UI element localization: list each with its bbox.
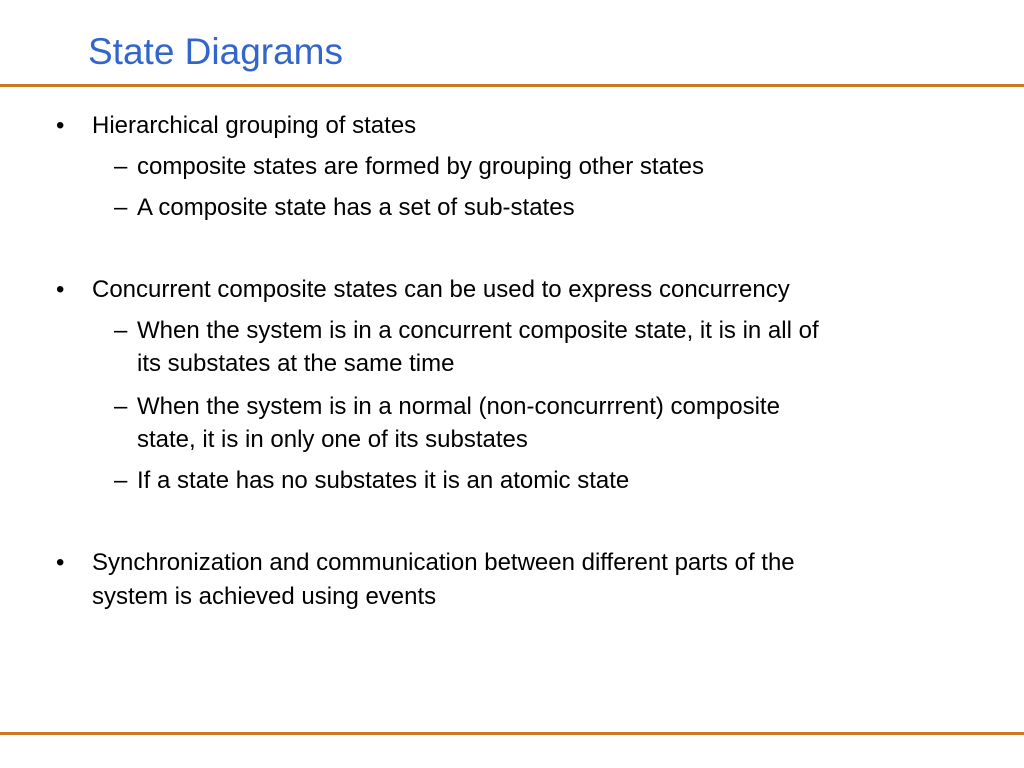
sub-bullet-text: When the system is in a normal (non-concurrrent) composite <box>137 393 780 420</box>
bullet-text: Hierarchical grouping of states <box>92 112 417 139</box>
footer-divider <box>0 732 1024 735</box>
sub-bullet-marker: – <box>114 153 128 180</box>
sub-bullet-marker: – <box>114 317 128 344</box>
bullet-text: Concurrent composite states can be used to express concurrency <box>92 276 790 303</box>
bullet-text: Synchronization and communication between different parts of the <box>92 549 795 576</box>
sub-bullet-text: A composite state has a set of sub-states <box>137 194 575 221</box>
sub-bullet-text: When the system is in a concurrent composite state, it is in all of <box>137 317 819 344</box>
sub-bullet-marker: – <box>114 194 128 221</box>
slide-title: State Diagrams <box>88 31 343 72</box>
sub-bullet-text: composite states are formed by grouping other states <box>137 153 704 180</box>
sub-bullet-marker: – <box>114 393 128 420</box>
bullet-marker: • <box>56 549 65 576</box>
sub-bullet-marker: – <box>114 467 128 494</box>
bullet-marker: • <box>56 276 65 303</box>
sub-bullet-text: If a state has no substates it is an atomic state <box>137 467 630 494</box>
sub-bullet-text-continued: state, it is in only one of its substates <box>137 426 528 453</box>
sub-bullet-text-continued: its substates at the same time <box>137 350 455 377</box>
bullet-marker: • <box>56 112 65 139</box>
bullet-text-continued: system is achieved using events <box>92 583 437 610</box>
